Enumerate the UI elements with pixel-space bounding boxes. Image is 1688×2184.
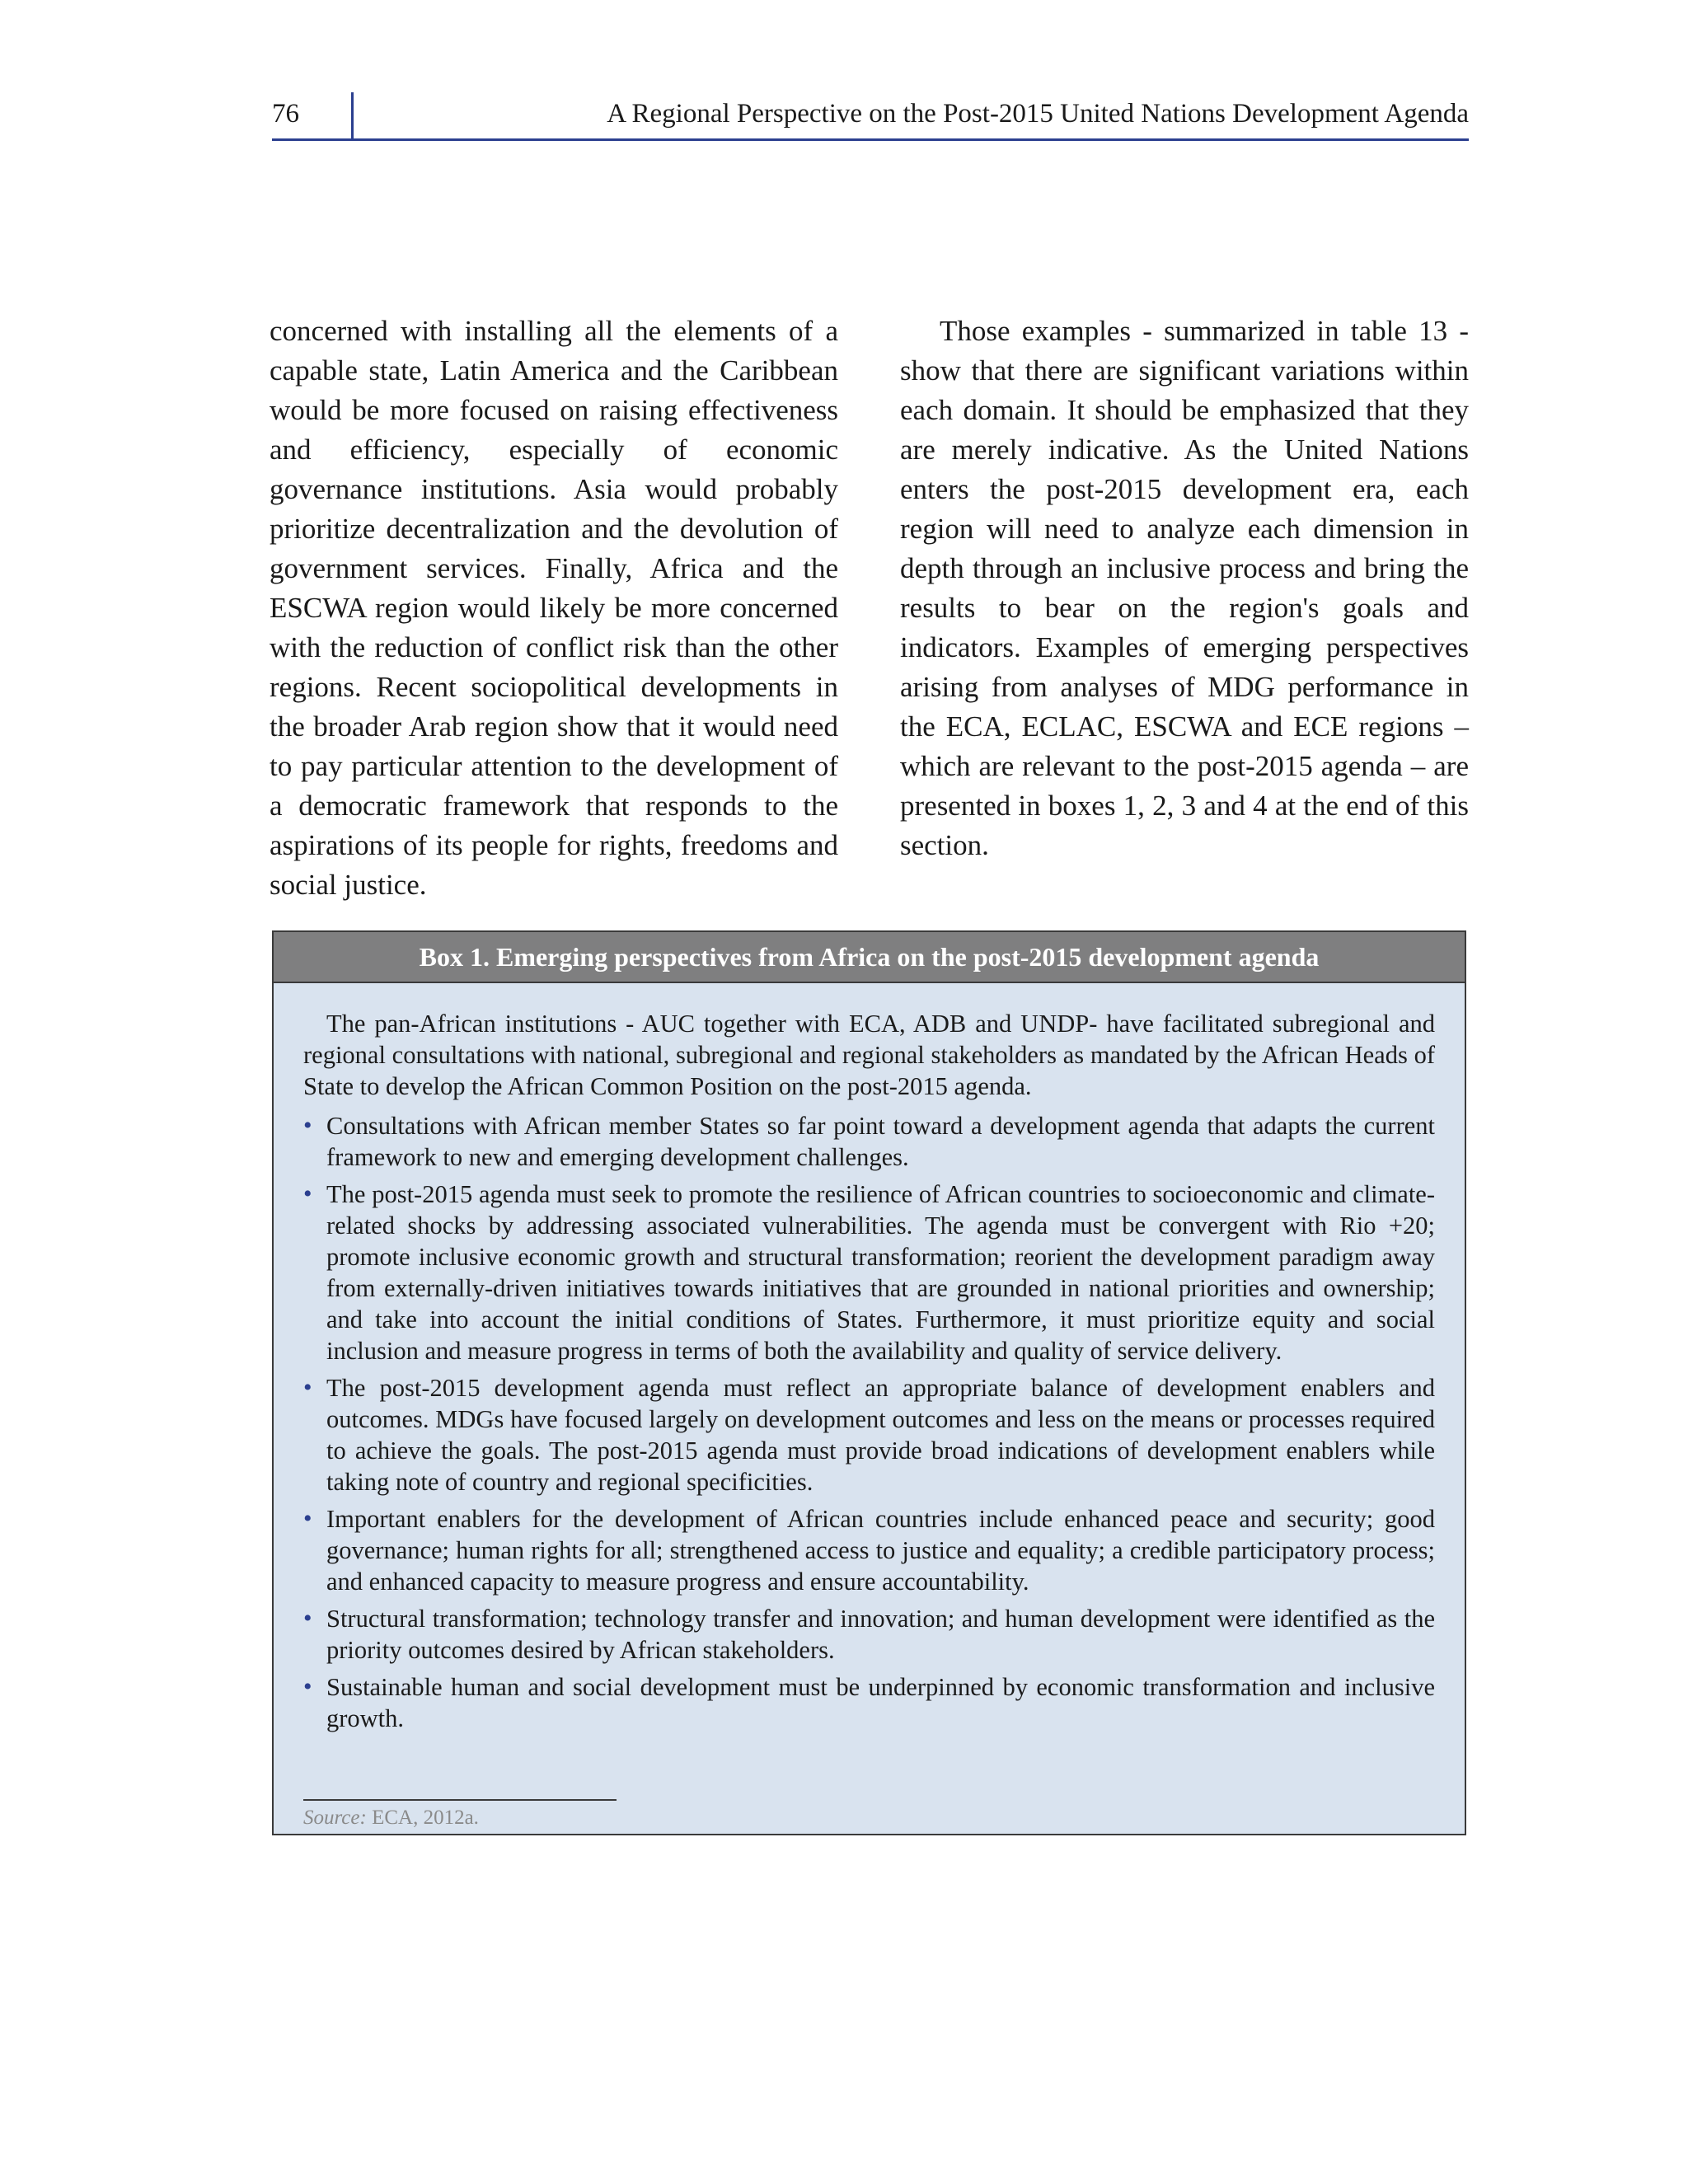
- list-item-text: Consultations with African member States so far point toward a development agenda that adapts the current framework to new and emerging development challenges.: [326, 1112, 1435, 1171]
- header-divider: [351, 92, 354, 138]
- body-column-right: Those examples - summarized in table 13 - show that there are significant variations within each domain. It should be emphasized that they are merely indicative. As the United Nations enters the post-2015 development era, each region will need to analyze each dimension in depth through an inclusive process and bring the results to bear on the region's goals and indicators. Examples of emerging perspectives arising from analyses of MDG performance in the ECA, ECLAC, ESCWA and ECE regions – which are relevant to the post-2015 agenda – are presented in boxes 1, 2, 3 and 4 at the end of this section.: [900, 315, 1469, 861]
- box-intro: The pan-African institutions - AUC together with ECA, ADB and UNDP- have facilitated subregional and regional consultations with national, subregional and regional stakeholders as mandated by the African Heads of State to develop the African Common Position on the post-2015 agenda.: [303, 1010, 1435, 1100]
- source-text: ECA, 2012a.: [372, 1807, 479, 1829]
- bullet-icon: •: [303, 1374, 312, 1401]
- bullet-icon: •: [303, 1505, 312, 1532]
- box-body: [274, 983, 1465, 1734]
- list-item-text: Structural transformation; technology transfer and innovation; and human development were identified as the priority outcomes desired by African stakeholders.: [326, 1605, 1435, 1664]
- bullet-icon: •: [303, 1180, 312, 1207]
- running-title: A Regional Perspective on the Post-2015 United Nations Development Agenda: [607, 99, 1469, 129]
- box-1: [272, 930, 1466, 1835]
- list-item: [303, 1503, 1435, 1597]
- list-item-text: The post-2015 development agenda must reflect an appropriate balance of development enablers and outcomes. MDGs have focused largely on development outcomes and less on the means or processes required to achieve the goals. The post-2015 agenda must provide broad indications of development enablers while taking note of country and regional specificities.: [326, 1374, 1435, 1496]
- list-item: [303, 1179, 1435, 1366]
- list-item-text: Sustainable human and social development must be underpinned by economic transformation and inclusive growth.: [326, 1673, 1435, 1732]
- box-title: Box 1. Emerging perspectives from Africa on the post-2015 development agenda: [274, 932, 1465, 983]
- list-item-text: The post-2015 agenda must seek to promote the resilience of African countries to socioeconomic and climate-related shocks by addressing associated vulnerabilities. The agenda must be convergent with Rio +20; promote inclusive economic growth and structural transformation; reorient the development paradigm away from externally-driven initiatives towards initiatives that are grounded in national priorities and ownership; and take into account the initial conditions of States. Furthermore, it must prioritize equity and social inclusion and measure progress in terms of both the availability and quality of service delivery.: [326, 1180, 1435, 1365]
- list-item-text: Important enablers for the development of African countries include enhanced peace and security; good governance; human rights for all; strengthened access to justice and equality; a credible participatory process; and enhanced capacity to measure progress and ensure accountability.: [326, 1505, 1435, 1596]
- page-header: [272, 92, 1469, 141]
- source-label: Source:: [303, 1807, 367, 1829]
- box-bullet-list: [303, 1110, 1435, 1734]
- page-number: 76: [272, 99, 299, 129]
- source-rule: [303, 1799, 617, 1801]
- bullet-icon: •: [303, 1605, 312, 1632]
- source-note: [303, 1806, 479, 1830]
- list-item: [303, 1671, 1435, 1734]
- list-item: [303, 1372, 1435, 1497]
- list-item: [303, 1110, 1435, 1173]
- bullet-icon: •: [303, 1112, 312, 1139]
- body-column-left: concerned with installing all the elements of a capable state, Latin America and the Caribbean would be more focused on raising effectiveness and efficiency, especially of economic governance institutions. Asia would probably prioritize decentralization and the devolution of government services. Finally, Africa and the ESCWA region would likely be more concerned with the reduction of conflict risk than the other regions. Recent sociopolitical developments in the broader Arab region show that it would need to pay particular attention to the development of a democratic framework that responds to the aspirations of its people for rights, freedoms and social justice.: [270, 315, 838, 901]
- list-item: [303, 1603, 1435, 1666]
- bullet-icon: •: [303, 1673, 312, 1700]
